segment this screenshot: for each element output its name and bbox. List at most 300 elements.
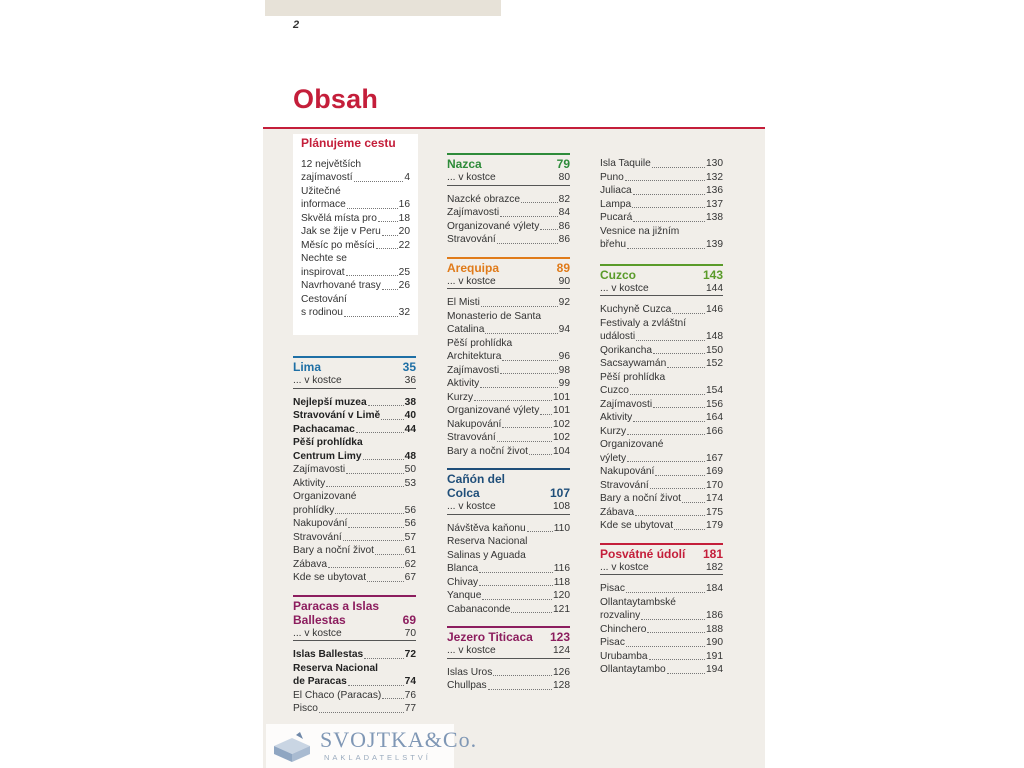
toc-section — [293, 356, 416, 585]
toc-entry-title: Návštěva kaňonu — [447, 522, 526, 534]
toc-entry-page: 148 — [706, 331, 723, 342]
dot-leader — [346, 275, 398, 276]
section-title-line: Lima — [293, 360, 322, 374]
toc-entry — [293, 423, 416, 437]
glance-label: ... v kostce — [447, 172, 496, 183]
toc-entry — [600, 184, 723, 198]
glance-page: 36 — [404, 375, 416, 386]
page-title: Obsah — [293, 84, 379, 114]
toc-entry-page: 94 — [558, 324, 570, 335]
toc-entry — [301, 171, 410, 185]
toc-entry-page: 56 — [404, 518, 416, 529]
toc-entry-page: 101 — [553, 405, 570, 416]
toc-entry-title: Islas Uros — [447, 666, 493, 678]
section-page: 123 — [549, 630, 570, 644]
toc-entry-page: 169 — [706, 466, 723, 477]
toc-entry — [600, 157, 723, 171]
toc-entry — [600, 582, 723, 596]
toc-entry-title: Zábava — [600, 506, 634, 518]
toc-entry — [600, 479, 723, 493]
dot-leader — [376, 248, 398, 249]
section-page: 89 — [556, 260, 570, 275]
toc-entry-line: Ollantaytambské — [600, 596, 676, 608]
toc-entry-title: Aktivity — [600, 412, 633, 423]
glance-page: 124 — [553, 645, 570, 656]
toc-entry-page: 184 — [706, 583, 723, 594]
toc-entry — [293, 409, 416, 423]
toc-entry — [600, 492, 723, 506]
toc-entry — [600, 506, 723, 520]
page-number: 2 — [293, 19, 300, 31]
dot-leader — [521, 202, 558, 203]
toc-entry-title: Blanca — [447, 563, 479, 574]
dot-leader — [672, 313, 705, 314]
toc-entry-title: Nazcké obrazce — [447, 193, 521, 205]
toc-entry-title: Kuchyně Cuzca — [600, 304, 672, 315]
toc-entry — [293, 571, 416, 585]
dot-leader — [502, 360, 557, 361]
toc-entry-title: Stravování — [447, 234, 496, 245]
dot-leader — [529, 454, 552, 455]
toc-entry — [447, 323, 570, 337]
planning-heading: Plánujeme cestu — [301, 136, 396, 150]
toc-entry-page: 77 — [404, 703, 416, 714]
dot-leader — [474, 400, 552, 401]
section-title — [447, 157, 482, 171]
toc-entry-line: Pěší prohlídka — [293, 437, 363, 448]
toc-entry-page: 50 — [404, 464, 416, 475]
toc-entry-page: 152 — [706, 358, 723, 369]
toc-entry-title: Organizované výlety — [447, 405, 540, 416]
toc-entry-page: 138 — [706, 212, 723, 223]
toc-entry — [447, 193, 570, 207]
contents-column-3 — [600, 157, 723, 687]
toc-entry-title: Zajímavosti — [447, 207, 500, 218]
toc-entry — [447, 206, 570, 220]
toc-entry-title: Nakupování — [447, 418, 502, 430]
toc-entry-page: 4 — [404, 172, 410, 183]
toc-entry — [600, 384, 723, 398]
dot-leader — [346, 473, 404, 474]
toc-entry-title: Lampa — [600, 198, 632, 210]
dot-leader — [343, 540, 404, 541]
toc-entry-page: 186 — [706, 610, 723, 621]
toc-section — [447, 257, 570, 459]
toc-entry-title: Qorikancha — [600, 344, 653, 356]
dot-leader — [347, 208, 398, 209]
planning-list — [301, 158, 410, 320]
section-title — [293, 599, 379, 627]
toc-section — [447, 153, 570, 247]
dot-leader — [653, 407, 705, 408]
toc-entry — [447, 603, 570, 617]
toc-entry-page: 74 — [404, 676, 416, 687]
publisher-logo — [266, 724, 478, 768]
toc-entry-title: s rodinou — [301, 307, 343, 318]
toc-entry-page: 110 — [553, 522, 570, 534]
toc-entry — [447, 391, 570, 405]
section-title-line: Posvátné údolí — [600, 546, 686, 561]
dot-leader — [527, 531, 553, 532]
toc-entry-page: 150 — [706, 344, 723, 356]
toc-entry — [600, 650, 723, 664]
logo-text: SVOJTKA&Co. — [320, 727, 478, 752]
toc-entry-page: 174 — [706, 493, 723, 504]
section-heading — [293, 595, 416, 627]
toc-entry-line: Vesnice na jižním — [600, 225, 680, 237]
glance-page: 182 — [706, 561, 723, 573]
toc-entry-page: 22 — [398, 239, 410, 251]
dot-leader — [493, 675, 552, 676]
toc-entry-page: 16 — [398, 199, 410, 210]
contents-column-1 — [293, 356, 416, 726]
section-heading — [447, 626, 570, 644]
dot-leader — [378, 221, 398, 222]
dot-leader — [375, 554, 404, 555]
toc-entry-page: 194 — [706, 664, 723, 675]
dot-leader — [364, 658, 403, 659]
section-heading — [447, 153, 570, 171]
dot-leader — [636, 340, 705, 341]
toc-entry — [447, 679, 570, 693]
toc-entry-title: Puno — [600, 171, 624, 183]
toc-entry-title: Architektura — [447, 351, 502, 362]
toc-entry-line: Organizované — [600, 439, 664, 450]
toc-entry — [600, 609, 723, 623]
toc-entry-page: 179 — [706, 520, 723, 531]
toc-entry-title: Nakupování — [293, 518, 348, 529]
toc-entry-line: Nechte se — [301, 253, 347, 264]
toc-entry-page: 48 — [404, 450, 416, 462]
toc-section — [447, 626, 570, 693]
section-glance — [447, 644, 570, 659]
dot-leader — [655, 475, 705, 476]
toc-entry — [447, 350, 570, 364]
section-title-line: Nazca — [447, 157, 482, 171]
dot-leader — [481, 306, 558, 307]
dot-leader — [328, 567, 404, 568]
toc-entry-title: rozvaliny — [600, 610, 641, 621]
toc-entry-title: El Chaco (Paracas) — [293, 689, 382, 701]
toc-entry-title: Centrum Limy — [293, 450, 362, 462]
toc-entry-title: El Misti — [447, 297, 480, 308]
dot-leader — [641, 619, 705, 620]
glance-page: 144 — [706, 282, 723, 294]
toc-entry-page: 164 — [706, 412, 723, 423]
toc-entry-title: Urubamba — [600, 650, 648, 662]
toc-entry — [447, 220, 570, 234]
toc-entry — [301, 306, 410, 320]
toc-entry — [600, 398, 723, 412]
toc-entry — [447, 233, 570, 247]
section-glance — [600, 282, 723, 297]
toc-entry-title: Chinchero — [600, 623, 647, 635]
section-heading — [293, 356, 416, 374]
toc-entry-title: Aktivity — [293, 477, 326, 489]
toc-entry — [293, 648, 416, 662]
toc-entry-page: 102 — [553, 418, 570, 430]
toc-section — [447, 468, 570, 616]
toc-entry-title: Organizované výlety — [447, 220, 540, 232]
toc-entry — [600, 623, 723, 637]
section-page: 107 — [549, 486, 570, 500]
toc-entry-page: 57 — [404, 531, 416, 543]
toc-entry-page: 116 — [553, 563, 570, 574]
dot-leader — [382, 289, 398, 290]
section-title — [447, 261, 499, 275]
toc-entry-title: Zajímavosti — [600, 398, 653, 410]
section-page: 143 — [702, 267, 723, 282]
toc-entry-page: 156 — [706, 398, 723, 410]
toc-entry-page: 175 — [706, 506, 723, 518]
toc-entry — [447, 522, 570, 536]
toc-entry-title: Jak se žije v Peru — [301, 226, 381, 237]
toc-entry-page: 136 — [706, 185, 723, 196]
toc-entry-line: Festivaly a zvláštní — [600, 317, 687, 329]
toc-entry — [293, 504, 416, 518]
dot-leader — [368, 405, 404, 406]
toc-entry-page: 32 — [398, 307, 410, 318]
toc-entry — [600, 465, 723, 479]
dot-leader — [667, 673, 705, 674]
toc-entry-title: Aktivity — [447, 378, 480, 389]
dot-leader — [633, 421, 705, 422]
dot-leader — [354, 181, 404, 182]
toc-entry-title: informace — [301, 199, 346, 210]
toc-entry-page: 170 — [706, 479, 723, 491]
dot-leader — [348, 685, 404, 686]
dot-leader — [540, 229, 557, 230]
dot-leader — [485, 333, 557, 334]
toc-entry — [301, 266, 410, 280]
toc-entry-title: inspirovat — [301, 266, 345, 278]
toc-entry-title: Chullpas — [447, 680, 487, 691]
toc-entry — [600, 663, 723, 677]
toc-entry — [301, 239, 410, 253]
toc-entry-page: 120 — [553, 590, 570, 601]
toc-entry-title: Ollantaytambo — [600, 664, 666, 675]
dot-leader — [497, 441, 552, 442]
toc-entry-title: Yanque — [447, 590, 482, 601]
toc-entry — [600, 344, 723, 358]
toc-entry-title: Islas Ballestas — [293, 649, 364, 660]
section-title — [600, 547, 685, 561]
glance-page: 108 — [553, 501, 570, 512]
glance-label: ... v kostce — [447, 501, 496, 512]
toc-entry-line: Salinas y Aguada — [447, 549, 526, 561]
toc-entry — [293, 531, 416, 545]
planning-box — [293, 134, 418, 335]
toc-entry-page: 25 — [398, 266, 410, 278]
top-color-bar — [265, 0, 501, 16]
dot-leader — [627, 248, 705, 249]
dot-leader — [319, 712, 404, 713]
toc-entry-page: 121 — [553, 603, 570, 615]
section-glance — [447, 275, 570, 290]
glance-label: ... v kostce — [600, 282, 649, 294]
dot-leader — [647, 632, 705, 633]
toc-entry-title: zajímavostí — [301, 172, 353, 183]
dot-leader — [682, 502, 705, 503]
dot-leader — [367, 581, 404, 582]
toc-entry-title: Zajímavosti — [447, 364, 500, 376]
toc-entry-title: Zajímavosti — [293, 464, 346, 475]
dot-leader — [630, 394, 705, 395]
toc-entry — [600, 211, 723, 225]
dot-leader — [480, 387, 557, 388]
toc-entry — [447, 576, 570, 590]
dot-leader — [649, 659, 705, 660]
toc-entry — [447, 666, 570, 680]
toc-entry — [293, 463, 416, 477]
dot-leader — [363, 459, 404, 460]
toc-entry — [447, 431, 570, 445]
toc-entry-line: Monasterio de Santa — [447, 310, 542, 322]
toc-entry-title: Stravování — [447, 432, 496, 443]
toc-entry-page: 99 — [558, 378, 570, 389]
toc-entry-title: Pucará — [600, 212, 633, 223]
dot-leader — [497, 243, 558, 244]
dot-leader — [479, 585, 553, 586]
dot-leader — [335, 513, 403, 514]
dot-leader — [626, 646, 705, 647]
toc-entry-title: Skvělá místa pro — [301, 212, 377, 224]
toc-entry-title: de Paracas — [293, 676, 347, 687]
toc-entry-page: 139 — [706, 239, 723, 250]
dot-leader — [625, 180, 705, 181]
toc-entry-title: Sacsaywamán — [600, 358, 667, 369]
section-glance — [447, 171, 570, 186]
toc-entry-title: Isla Taquile — [600, 158, 651, 169]
toc-entry — [293, 702, 416, 716]
titicaca-continued-list — [600, 157, 723, 252]
dot-leader — [356, 432, 404, 433]
toc-entry-page: 53 — [404, 477, 416, 489]
toc-entry — [600, 519, 723, 533]
toc-entry — [600, 452, 723, 466]
section-title — [293, 360, 321, 374]
toc-entry-line: Reserva Nacional — [447, 536, 528, 547]
toc-entry — [293, 675, 416, 689]
toc-entry-page: 166 — [706, 425, 723, 437]
toc-entry-line: Pěší prohlídka — [600, 371, 666, 383]
section-glance — [293, 374, 416, 389]
toc-entry-title: Pisco — [293, 703, 318, 714]
toc-entry-page: 61 — [404, 545, 416, 556]
dot-leader — [502, 427, 552, 428]
section-title — [447, 472, 505, 500]
toc-entry-page: 188 — [706, 623, 723, 635]
toc-entry — [301, 279, 410, 293]
section-title-line: Paracas a Islas — [293, 598, 380, 613]
toc-entry — [600, 198, 723, 212]
toc-entry-page: 40 — [404, 410, 416, 421]
toc-entry-page: 86 — [558, 220, 570, 232]
toc-entry — [293, 689, 416, 703]
toc-entry-page: 130 — [706, 158, 723, 169]
toc-entry-title: Pachacamac — [293, 423, 355, 435]
toc-entry-page: 102 — [553, 432, 570, 443]
toc-entry-page: 62 — [404, 558, 416, 570]
toc-entry-page: 92 — [558, 297, 570, 308]
toc-entry-line: 12 největších — [301, 158, 362, 170]
toc-entry — [447, 377, 570, 391]
toc-entry-title: Pisac — [600, 583, 625, 594]
section-page: 69 — [402, 612, 416, 627]
toc-entry-title: Měsíc po měsíci — [301, 239, 375, 251]
dot-leader — [650, 488, 705, 489]
dot-leader — [632, 207, 705, 208]
glance-page: 70 — [404, 627, 416, 639]
toc-entry — [293, 396, 416, 410]
dot-leader — [627, 434, 705, 435]
toc-entry-title: Navrhované trasy — [301, 280, 381, 291]
section-title-line: Jezero Titicaca — [447, 630, 533, 644]
toc-entry — [447, 589, 570, 603]
logo-subtitle: NAKLADATELSTVÍ — [324, 753, 431, 762]
glance-label: ... v kostce — [447, 275, 496, 287]
toc-entry-title: výlety — [600, 452, 627, 464]
section-title-line: Arequipa — [447, 260, 500, 275]
section-page: 181 — [702, 546, 723, 561]
section-heading — [600, 264, 723, 282]
toc-entry-page: 132 — [706, 171, 723, 183]
section-title-line: Cañón del — [447, 472, 506, 486]
toc-entry — [600, 636, 723, 650]
section-glance — [293, 627, 416, 642]
glance-label: ... v kostce — [293, 627, 342, 639]
toc-entry-page: 26 — [398, 280, 410, 291]
toc-entry-title: Bary a noční život — [600, 493, 681, 504]
dot-leader — [500, 216, 558, 217]
dot-leader — [382, 698, 403, 699]
toc-entry-title: prohlídky — [293, 504, 335, 516]
section-page: 79 — [556, 157, 570, 171]
toc-entry — [447, 404, 570, 418]
toc-entry — [600, 411, 723, 425]
toc-entry-title: Zábava — [293, 558, 327, 570]
dot-leader — [627, 461, 705, 462]
toc-entry — [600, 357, 723, 371]
book-icon — [270, 726, 316, 766]
dot-leader — [633, 194, 705, 195]
toc-entry-title: Bary a noční život — [293, 545, 374, 556]
toc-entry — [600, 171, 723, 185]
section-heading — [600, 543, 723, 561]
glance-label: ... v kostce — [600, 561, 649, 573]
toc-entry-page: 126 — [553, 666, 570, 678]
toc-entry-page: 82 — [558, 193, 570, 205]
toc-entry-page: 98 — [558, 364, 570, 376]
dot-leader — [667, 367, 705, 368]
toc-entry-line: Cestování — [301, 293, 347, 305]
toc-entry — [293, 517, 416, 531]
toc-entry — [293, 544, 416, 558]
dot-leader — [326, 486, 403, 487]
dot-leader — [381, 419, 403, 420]
toc-entry — [293, 450, 416, 464]
toc-entry-page: 118 — [553, 576, 570, 588]
toc-entry-title: Cuzco — [600, 385, 629, 396]
toc-entry — [447, 296, 570, 310]
section-title — [447, 630, 533, 644]
toc-entry-page: 146 — [706, 304, 723, 315]
toc-entry-title: Kurzy — [600, 425, 627, 437]
toc-entry — [600, 303, 723, 317]
toc-entry-title: Cabanaconde — [447, 603, 511, 615]
toc-entry-title: Nejlepší muzea — [293, 396, 367, 408]
dot-leader — [348, 527, 403, 528]
